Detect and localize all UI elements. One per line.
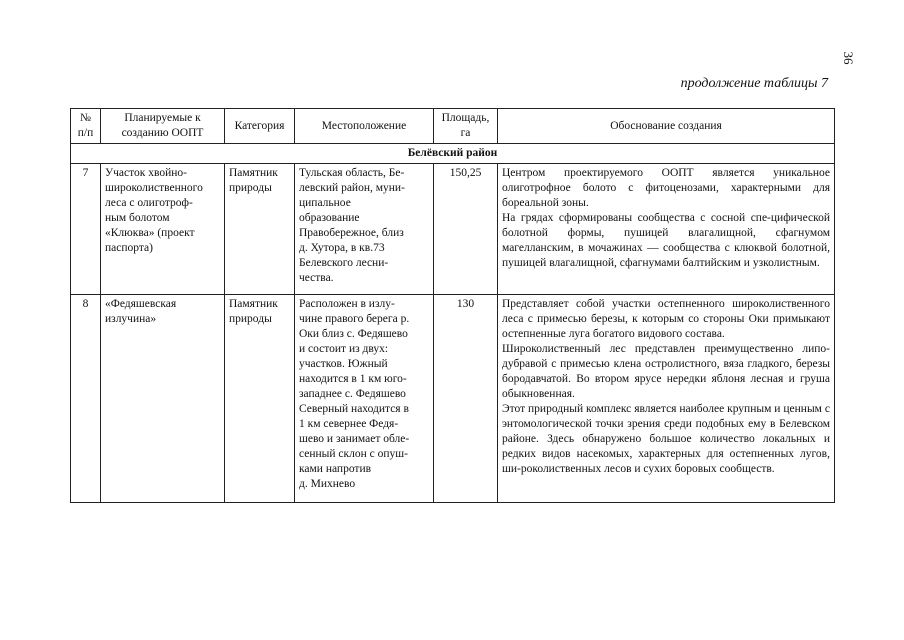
district-name: Белёвский район xyxy=(71,144,835,164)
row-location-line: Оки близ с. Федяшево xyxy=(299,328,408,340)
header-location: Местоположение xyxy=(295,109,434,144)
row-category-line: природы xyxy=(229,313,272,325)
table-row xyxy=(71,295,835,503)
row-location-line: участков. Южный xyxy=(299,358,388,370)
row-location-line: Северный находится в xyxy=(299,403,409,415)
header-name xyxy=(101,109,225,144)
row-name-line: «Федяшевская xyxy=(105,298,177,310)
header-num-line-2: п/п xyxy=(77,127,94,139)
row-location-line: образование xyxy=(299,212,360,224)
header-num-line-1: № xyxy=(80,112,91,124)
table-row xyxy=(71,164,835,295)
row-name-line: «Клюква» (проект xyxy=(105,227,195,239)
row-justification-paragraph: Представляет собой участки остепненного широколиственного леса с примесью березы, к которым со стороны Оки примыкают остепненные луга богатого видового состава. xyxy=(502,298,830,340)
header-area-line-2: га xyxy=(460,127,471,139)
row-justification xyxy=(498,164,835,295)
row-location-line: д. Михнево xyxy=(299,478,356,490)
header-num xyxy=(71,109,101,144)
row-location-line: Расположен в излу- xyxy=(299,298,395,310)
header-name-line-2: созданию ООПТ xyxy=(121,127,204,139)
row-name-line: паспорта) xyxy=(105,242,153,254)
header-category: Категория xyxy=(225,109,295,144)
row-location-line: сенный склон с опуш- xyxy=(299,448,408,460)
row-justification-paragraph: На грядах сформированы сообщества с сосной спе-цифической болотной формы, пушицей влагалищной, сфагнумом магелланским, в мочажинах — сообщества с клюквой болотной, пушицей влагалищной, сфагнумами балтийским и узколистным. xyxy=(502,212,830,269)
page-number: 36 xyxy=(841,51,856,65)
row-name xyxy=(101,164,225,295)
row-location-line: находится в 1 км юго- xyxy=(299,373,407,385)
row-location-line: 1 км севернее Федя- xyxy=(299,418,399,430)
row-area: 150,25 xyxy=(434,164,498,295)
row-location-line: чине правого берега р. xyxy=(299,313,410,325)
row-justification-paragraph: Центром проектируемого ООПТ является уникальное олиготрофное болото с фитоценозами, характерными для бореальной зоны. xyxy=(502,167,830,209)
row-category-line: Памятник xyxy=(229,167,278,179)
row-num: 8 xyxy=(71,295,101,503)
row-justification-paragraph: Этот природный комплекс является наиболее крупным и ценным с энтомологической точки зрения среди подобных ему в Белевском районе. Здесь обнаружено большое количество локальных и редких видов насекомых, характерных для остепненных лугов, ши-роколиственных лесов и сухих боровых сообществ. xyxy=(502,403,830,475)
header-justification: Обоснование создания xyxy=(498,109,835,144)
row-location-line: Тульская область, Бе- xyxy=(299,167,405,179)
row-justification xyxy=(498,295,835,503)
row-location xyxy=(295,164,434,295)
continuation-caption: продолжение таблицы 7 xyxy=(680,76,828,91)
protected-areas-table xyxy=(70,108,835,503)
row-location-line: Белевского лесни- xyxy=(299,257,389,269)
row-name-line: леса с олиготроф- xyxy=(105,197,193,209)
row-num: 7 xyxy=(71,164,101,295)
row-location-line: чества. xyxy=(299,272,334,284)
row-name-line: широколиственного xyxy=(105,182,203,194)
row-location-line: левский район, муни- xyxy=(299,182,405,194)
row-location xyxy=(295,295,434,503)
table-header-row xyxy=(71,109,835,144)
row-category-line: природы xyxy=(229,182,272,194)
row-name-line: ным болотом xyxy=(105,212,170,224)
row-justification-paragraph: Широколиственный лес представлен преимущественно липо-дубравой с примесью клена остролистного, вяза гладкого, березы бородавчатой. Во втором ярусе нередки яблоня лесная и груша обыкновенная. xyxy=(502,343,830,400)
header-area-line-1: Площадь, xyxy=(441,112,490,124)
row-location-line: и состоит из двух: xyxy=(299,343,389,355)
row-name-line: излучина» xyxy=(105,313,157,325)
district-row xyxy=(71,144,835,164)
row-location-line: шево и занимает обле- xyxy=(299,433,410,445)
row-location-line: Правобережное, близ xyxy=(299,227,404,239)
row-location-line: ципальное xyxy=(299,197,351,209)
row-category xyxy=(225,295,295,503)
row-category-line: Памятник xyxy=(229,298,278,310)
row-area: 130 xyxy=(434,295,498,503)
row-category xyxy=(225,164,295,295)
row-location-line: ками напротив xyxy=(299,463,372,475)
row-name-line: Участок хвойно- xyxy=(105,167,187,179)
header-area xyxy=(434,109,498,144)
row-location-line: д. Хутора, в кв.73 xyxy=(299,242,385,254)
row-name xyxy=(101,295,225,503)
header-name-line-1: Планируемые к xyxy=(124,112,201,124)
row-location-line: западнее с. Федяшево xyxy=(299,388,406,400)
